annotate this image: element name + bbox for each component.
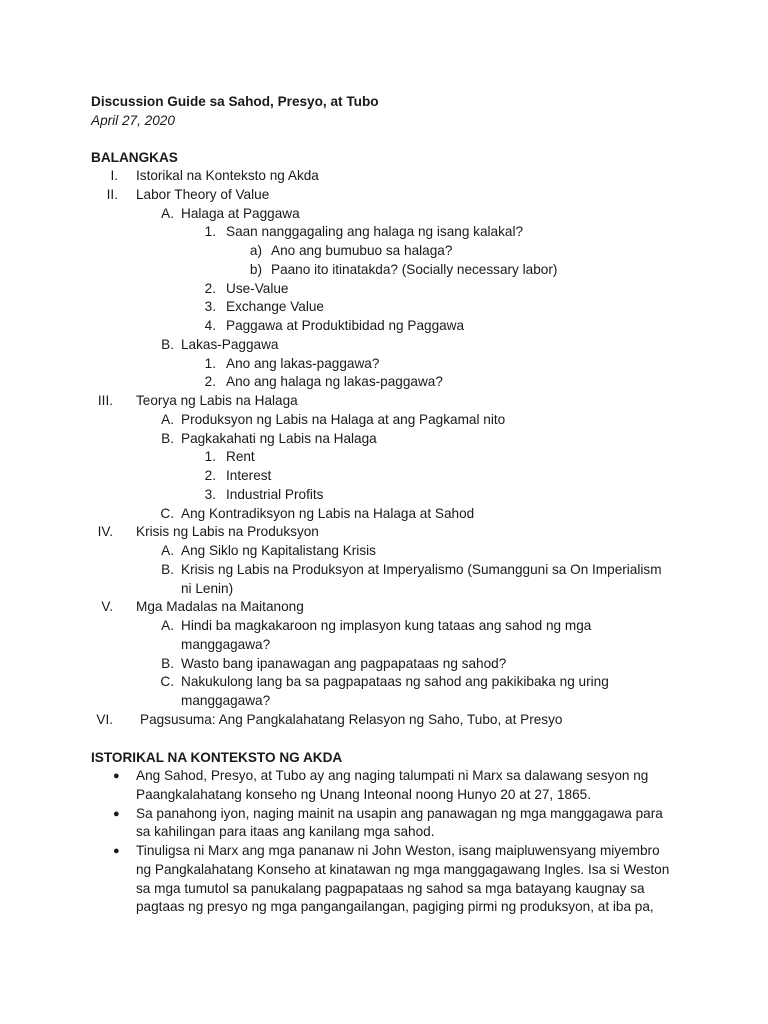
outline-item: Lakas-Paggawa (181, 337, 279, 352)
outline-marker: 1. (204, 449, 216, 464)
outline-marker: 1. (204, 356, 216, 371)
section-heading: ISTORIKAL NA KONTEKSTO NG AKDA (91, 750, 343, 765)
outline-item: Halaga at Paggawa (181, 206, 300, 221)
document-date: April 27, 2020 (91, 113, 175, 128)
outline-marker: B. (161, 431, 174, 446)
bullet-line: sa mga tumutol sa panukalang pagpapataas ng sahod sa mga batayang kaugnay sa (136, 881, 645, 896)
outline-marker: 3. (204, 487, 216, 502)
outline-marker: A. (161, 543, 174, 558)
outline-item: Wasto bang ipanawagan ang pagpapataas ng sahod? (181, 656, 507, 671)
bullet-line: Ang Sahod, Presyo, at Tubo ay ang naging talumpati ni Marx sa dalawang sesyon ng (136, 768, 649, 783)
bullet-line: Tinuligsa ni Marx ang mga pananaw ni John Weston, isang maipluwensyang miyembro (136, 843, 660, 858)
outline-marker: B. (161, 337, 174, 352)
outline-marker: b) (249, 262, 262, 277)
bullet-line: pagtaas ng presyo ng mga pangangailangan, pagiging pirmi ng produksyon, at iba pa, (136, 899, 654, 914)
outline-item-continuation: manggagawa? (181, 693, 271, 708)
outline-marker: 2. (204, 468, 216, 483)
outline-marker: C. (160, 506, 174, 521)
bullet-line: sa kahilingan para itaas ang kanilang mga sahod. (136, 824, 435, 839)
outline-marker: IV. (97, 524, 113, 539)
outline-item: Pagsusuma: Ang Pangkalahatang Relasyon ng Saho, Tubo, at Presyo (140, 712, 563, 727)
outline-marker: a) (249, 243, 262, 258)
outline-item: Paggawa at Produktibidad ng Paggawa (226, 318, 465, 333)
outline-item: Krisis ng Labis na Produksyon (136, 524, 319, 539)
outline-item: Ano ang bumubuo sa halaga? (271, 243, 453, 258)
outline-marker: B. (161, 656, 174, 671)
document-title: Discussion Guide sa Sahod, Presyo, at Tubo (91, 94, 379, 109)
bullet-marker: ● (113, 808, 120, 820)
outline-item: Istorikal na Konteksto ng Akda (136, 168, 319, 183)
bullet-marker: ● (113, 845, 120, 857)
outline-item: Pagkakahati ng Labis na Halaga (181, 431, 377, 446)
outline-item: Ang Kontradiksyon ng Labis na Halaga at Sahod (181, 506, 475, 521)
outline-item: Paano ito itinatakda? (Socially necessary labor) (271, 262, 558, 277)
outline-item: Nakukulong lang ba sa pagpapataas ng sahod ang pakikibaka ng uring (181, 674, 609, 689)
outline-item: Interest (226, 468, 272, 483)
outline-item: Ano ang halaga ng lakas-paggawa? (226, 374, 443, 389)
outline-marker: B. (161, 562, 174, 577)
outline-item: Produksyon ng Labis na Halaga at ang Pagkamal nito (181, 412, 506, 427)
outline-marker: A. (161, 206, 174, 221)
outline-item: Hindi ba magkakaroon ng implasyon kung tataas ang sahod ng mga (181, 618, 592, 633)
outline-marker: 2. (204, 281, 216, 296)
outline-item: Exchange Value (226, 299, 324, 314)
outline-marker: A. (161, 618, 174, 633)
outline-marker: I. (110, 168, 118, 183)
outline-item: Labor Theory of Value (136, 187, 270, 202)
outline-item: Use-Value (226, 281, 289, 296)
outline-item: Ang Siklo ng Kapitalistang Krisis (181, 543, 376, 558)
bullet-line: Paangkalahatang konseho ng Unang Inteonal noong Hunyo 20 at 27, 1865. (136, 787, 592, 802)
outline-marker: 1. (204, 224, 216, 239)
outline-marker: VI. (96, 712, 113, 727)
outline-marker: 4. (204, 318, 216, 333)
outline-item: Industrial Profits (226, 487, 324, 502)
outline-marker: C. (160, 674, 174, 689)
outline-marker: III. (97, 393, 113, 408)
outline-marker: A. (161, 412, 174, 427)
outline-item-continuation: ni Lenin) (181, 581, 234, 596)
outline-heading: BALANGKAS (91, 150, 178, 165)
bullet-marker: ● (113, 770, 120, 782)
outline-marker: 2. (204, 374, 216, 389)
outline-item: Ano ang lakas-paggawa? (226, 356, 380, 371)
outline-marker: 3. (204, 299, 216, 314)
bullet-line: Sa panahong iyon, naging mainit na usapin ang panawagan ng mga manggagawa para (136, 806, 663, 821)
outline-item: Saan nanggagaling ang halaga ng isang kalakal? (226, 224, 524, 239)
bullet-line: ng Pangkalahatang Konseho at kinatawan ng mga manggagawang Ingles. Isa si Weston (136, 862, 670, 877)
outline-item: Mga Madalas na Maitanong (136, 599, 304, 614)
outline-item: Teorya ng Labis na Halaga (136, 393, 298, 408)
outline-marker: II. (106, 187, 118, 202)
outline-marker: V. (101, 599, 113, 614)
outline-item: Rent (226, 449, 255, 464)
outline-item-continuation: manggagawa? (181, 637, 271, 652)
outline-item: Krisis ng Labis na Produksyon at Imperyalismo (Sumangguni sa On Imperialism (181, 562, 662, 577)
